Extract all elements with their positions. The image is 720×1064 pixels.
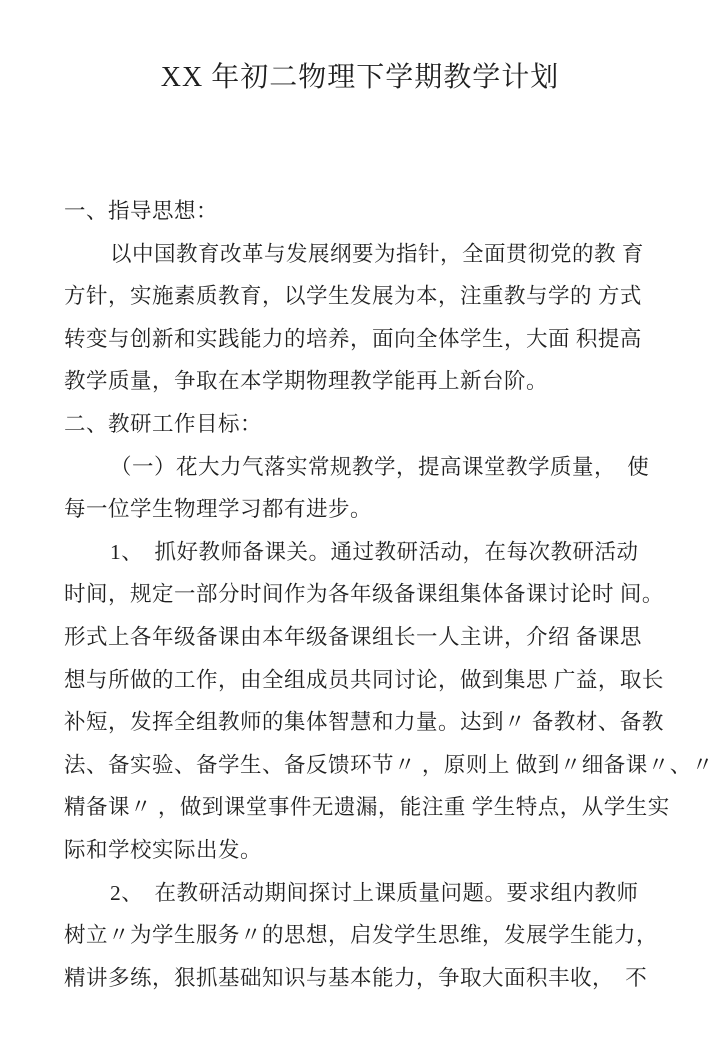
paragraph-line: 时间，规定一部分时间作为各年级备课组集体备课讨论时 间。: [64, 582, 664, 607]
paragraph-line: 补短，发挥全组教师的集体智慧和力量。达到〃 备教材、备教: [64, 710, 664, 735]
paragraph-line: 转变与创新和实践能力的培养，面向全体学生，大面 积提高: [64, 326, 642, 351]
document-body: [64, 190, 714, 999]
paragraph-line: （一）花大力气落实常规教学，提高课堂教学质量， 使: [110, 454, 650, 479]
paragraph-line: 树立〃为学生服务〃的思想，启发学生思维，发展学生能力，: [64, 923, 659, 948]
heading-section-2: 二、教研工作目标：: [64, 411, 263, 436]
paragraph-line: 方针，实施素质教育，以学生发展为本，注重教与学的 方式: [64, 284, 642, 309]
list-item-1-line: 1、 抓好教师备课关。通过教研活动，在每次教研活动: [110, 539, 639, 564]
paragraph-line: 际和学校实际出发。: [64, 837, 263, 862]
heading-section-1: 一、指导思想：: [64, 199, 219, 223]
paragraph-line: 法、备实验、备学生、备反馈环节〃 ，原则上 做到〃细备课〃、〃: [64, 752, 714, 777]
paragraph-line: 精备课〃 ，做到课堂事件无遗漏，能注重 学生特点，从学生实: [64, 795, 670, 820]
paragraph-line: 以中国教育改革与发展纲要为指针，全面贯彻党的教 育: [110, 241, 644, 266]
paragraph-line: 每一位学生物理学习都有进步。: [64, 497, 373, 522]
paragraph-line: 形式上各年级备课由本年级备课组长一人主讲，介绍 备课思: [64, 624, 642, 649]
list-item-2-line: 2、 在教研活动期间探讨上课质量问题。要求组内教师: [110, 880, 639, 905]
paragraph-line: 想与所做的工作，由全组成员共同讨论，做到集思 广益，取长: [64, 667, 664, 692]
paragraph-line: 教学质量，争取在本学期物理教学能再上新台阶。: [64, 369, 549, 394]
document-title: XX 年初二物理下学期教学计划: [160, 62, 560, 93]
paragraph-line: 精讲多练，狠抓基础知识与基本能力，争取大面积丰收， 不: [64, 965, 648, 990]
